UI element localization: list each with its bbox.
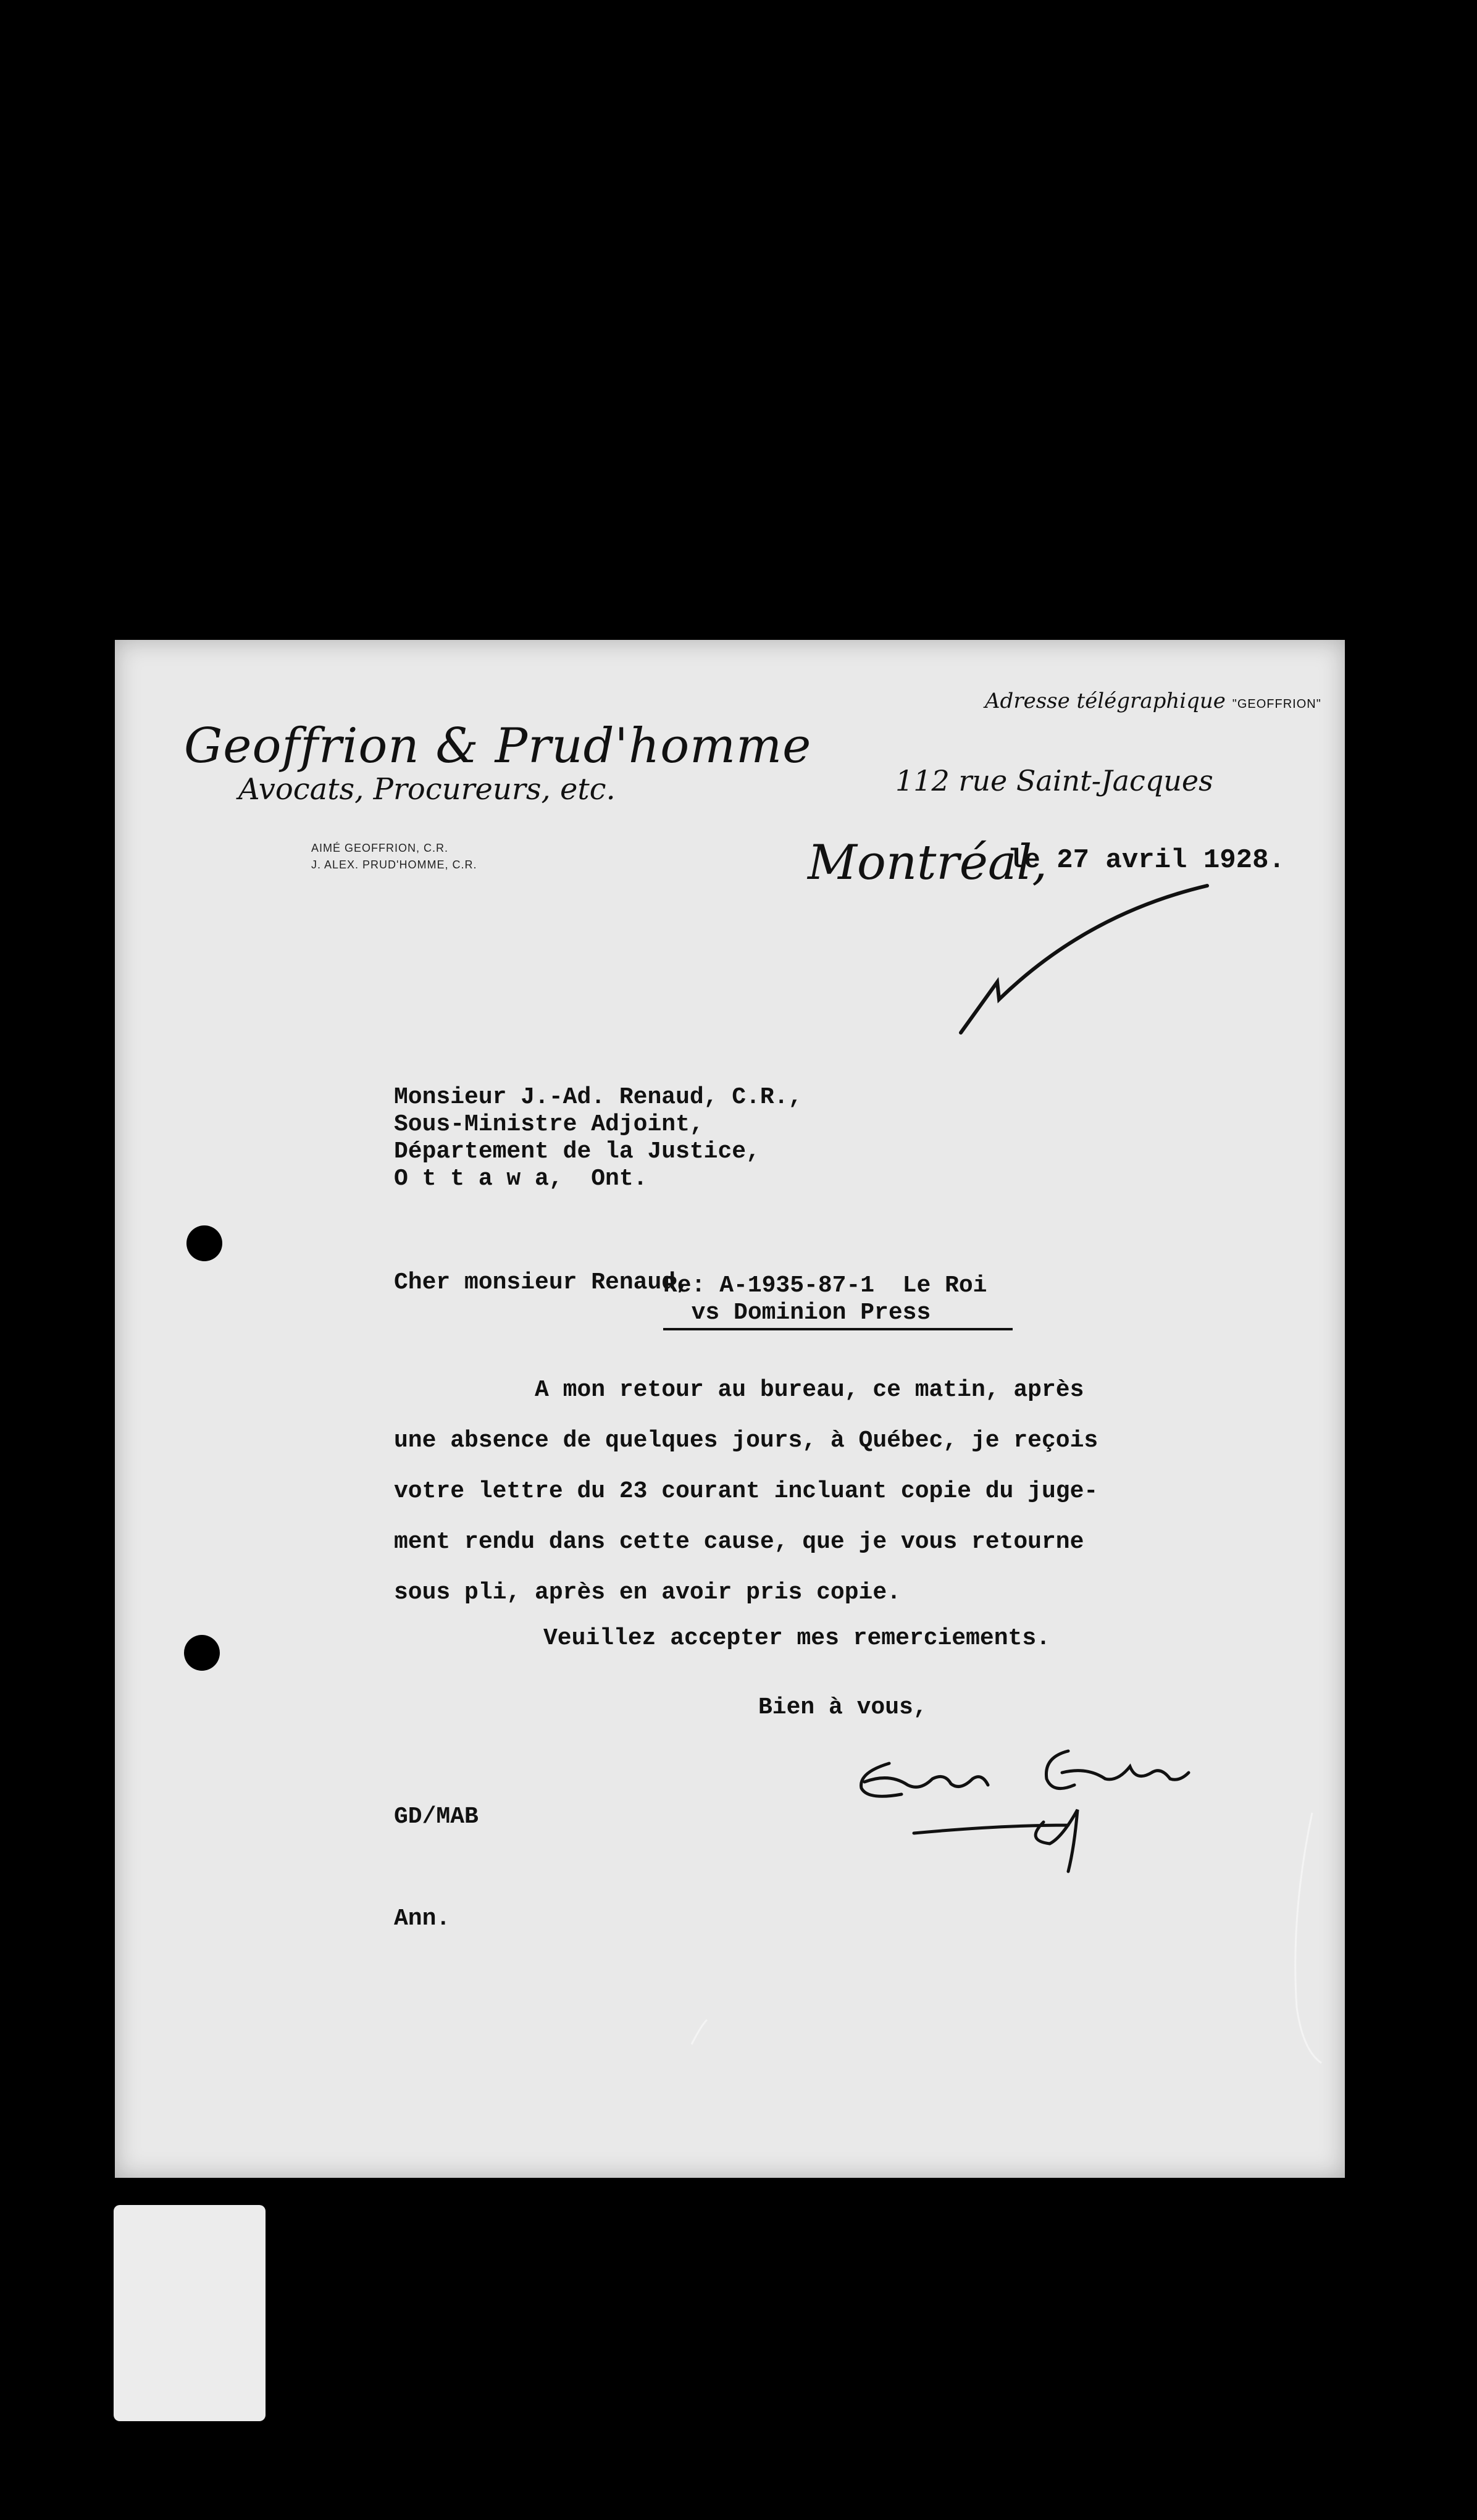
check-mark [961,886,1207,1033]
salutation: Cher monsieur Renaud, [394,1269,690,1296]
telegraphic-word: "GEOFFRION" [1232,697,1321,711]
recipient-address: Monsieur J.-Ad. Renaud, C.R., Sous-Ministre Adjoint, Département de la Justice, O t t a w a, Ont. [394,1084,803,1192]
reference-initials: GD/MAB [394,1804,479,1830]
pen-mark [692,2020,707,2044]
letter-date: le 27 avril 1928. [1008,845,1285,876]
street-address: 112 rue Saint-Jacques [895,764,1213,797]
body-paragraph: Veuillez accepter mes remerciements. [543,1625,1050,1652]
firm-name: Geoffrion & Prud'homme [184,718,812,774]
reference-line: Re: A-1935-87-1 Le Roi vs Dominion Press [663,1272,987,1326]
handwritten-signature [861,1751,1189,1871]
firm-subtitle: Avocats, Procureurs, etc. [238,772,616,807]
body-paragraph: A mon retour au bureau, ce matin, après une absence de quelques jours, à Québec, je reçois votre lettre du 23 courant incluant copie du juge- ment rendu dans cette cause, que je vous retourne sous pli, après en avoir pris copie. [394,1377,1098,1606]
enclosure-note: Ann. [394,1905,451,1932]
partner-name: AIMÉ GEOFFRION, C.R. [311,842,449,854]
pen-mark [1295,1813,1321,2063]
closing: Bien à vous, [758,1694,927,1721]
city: Montréal, [808,835,1048,891]
partner-name: J. ALEX. PRUD'HOMME, C.R. [311,859,477,871]
telegraphic-label: Adresse télégraphique [985,689,1226,713]
